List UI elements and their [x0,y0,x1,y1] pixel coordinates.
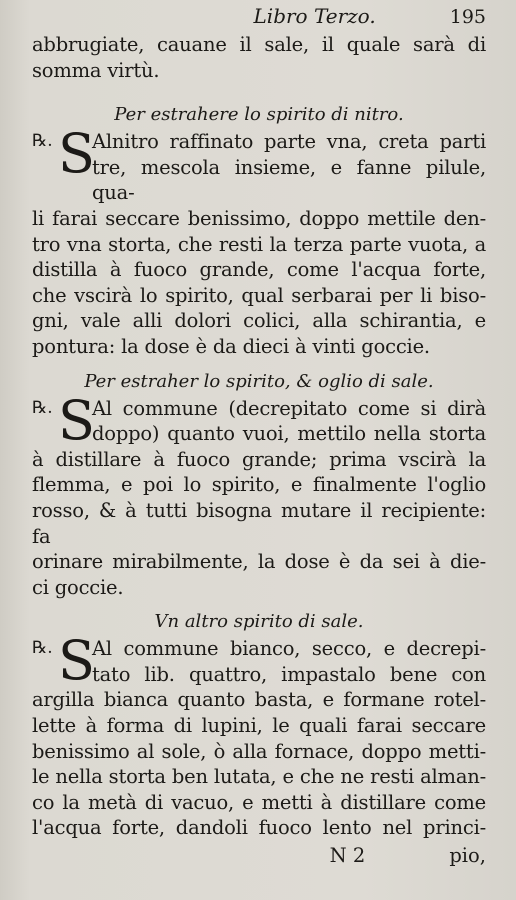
text-line: doppo) quanto vuoi, mettilo nella storta [92,422,486,446]
text-line: rosso, & à tutti bisogna mutare il recipiente: fa [32,498,486,548]
page-number: 195 [449,6,486,28]
text-line: gni, vale alli dolori colici, alla schirantia, e [32,309,486,333]
text-line: tre, mescola insieme, e fanne pilule, qua- [92,155,486,205]
text-line: ci goccie. [32,575,124,599]
text-line: pontura: la dose è da dieci à vinti goccie. [32,334,430,358]
catchword: pio, [449,844,486,868]
text-line: argilla bianca quanto basta, e formane rotel- [32,688,486,712]
running-title: Libro Terzo. [253,4,376,28]
recipe-block [32,122,486,206]
text-line: tato lib. quattro, impastalo bene con [92,662,486,686]
section-heading: Per estraher lo spirito, & oglio di sale. [84,370,434,392]
text-line: Al commune bianco, secco, e decrepi- [92,637,486,661]
recipe-block [32,629,486,693]
drop-cap: S [58,388,95,452]
text-line: à distillare à fuoco grande; prima vscirà la [32,447,486,471]
text-line: li farai seccare benissimo, doppo mettile den- [32,206,486,230]
page-header [32,4,486,32]
recipe-symbol: ℞. [32,397,53,418]
text-line: distilla à fuoco grande, come l'acqua forte, [32,258,486,282]
text-line: flemma, e poi lo spirito, e finalmente l'oglio [32,473,486,497]
text-line: Al commune (decrepitato come si dirà [92,396,486,420]
signature-mark: N 2 [329,844,366,868]
recipe-body [32,447,486,601]
text-line: benissimo al sole, ò alla fornace, doppo metti- [32,739,486,763]
recipe-body [32,206,486,360]
text-line: che vscirà lo spirito, qual serbarai per li biso- [32,283,486,307]
text-line: tro vna storta, che resti la terza parte vuota, a [32,232,486,256]
section-heading: Per estrahere lo spirito di nitro. [114,104,404,126]
recipe-symbol: ℞. [32,638,53,659]
intro-paragraph [32,32,486,83]
page-footer [32,843,486,869]
text-line: l'acqua forte, dandoli fuoco lento nel princi- [32,816,486,840]
text-line: le nella storta ben lutata, e che ne resti alman- [32,765,486,789]
recipe-block [32,388,486,452]
text-line: somma virtù. [32,58,160,82]
recipe-body [32,687,486,841]
text-line: abbrugiate, cauane il sale, il quale sarà di [32,33,486,56]
text-line: orinare mirabilmente, la dose è da sei à die- [32,550,486,574]
recipe-symbol: ℞. [32,131,53,152]
section-heading: Vn altro spirito di sale. [154,611,364,633]
text-line: co la metà di vacuo, e metti à distillare come [32,790,486,814]
drop-cap: S [58,629,95,693]
text-line: Alnitro raffinato parte vna, creta parti [92,130,486,154]
drop-cap: S [58,122,95,186]
text-line: lette à forma di lupini, le quali farai seccare [32,714,486,738]
